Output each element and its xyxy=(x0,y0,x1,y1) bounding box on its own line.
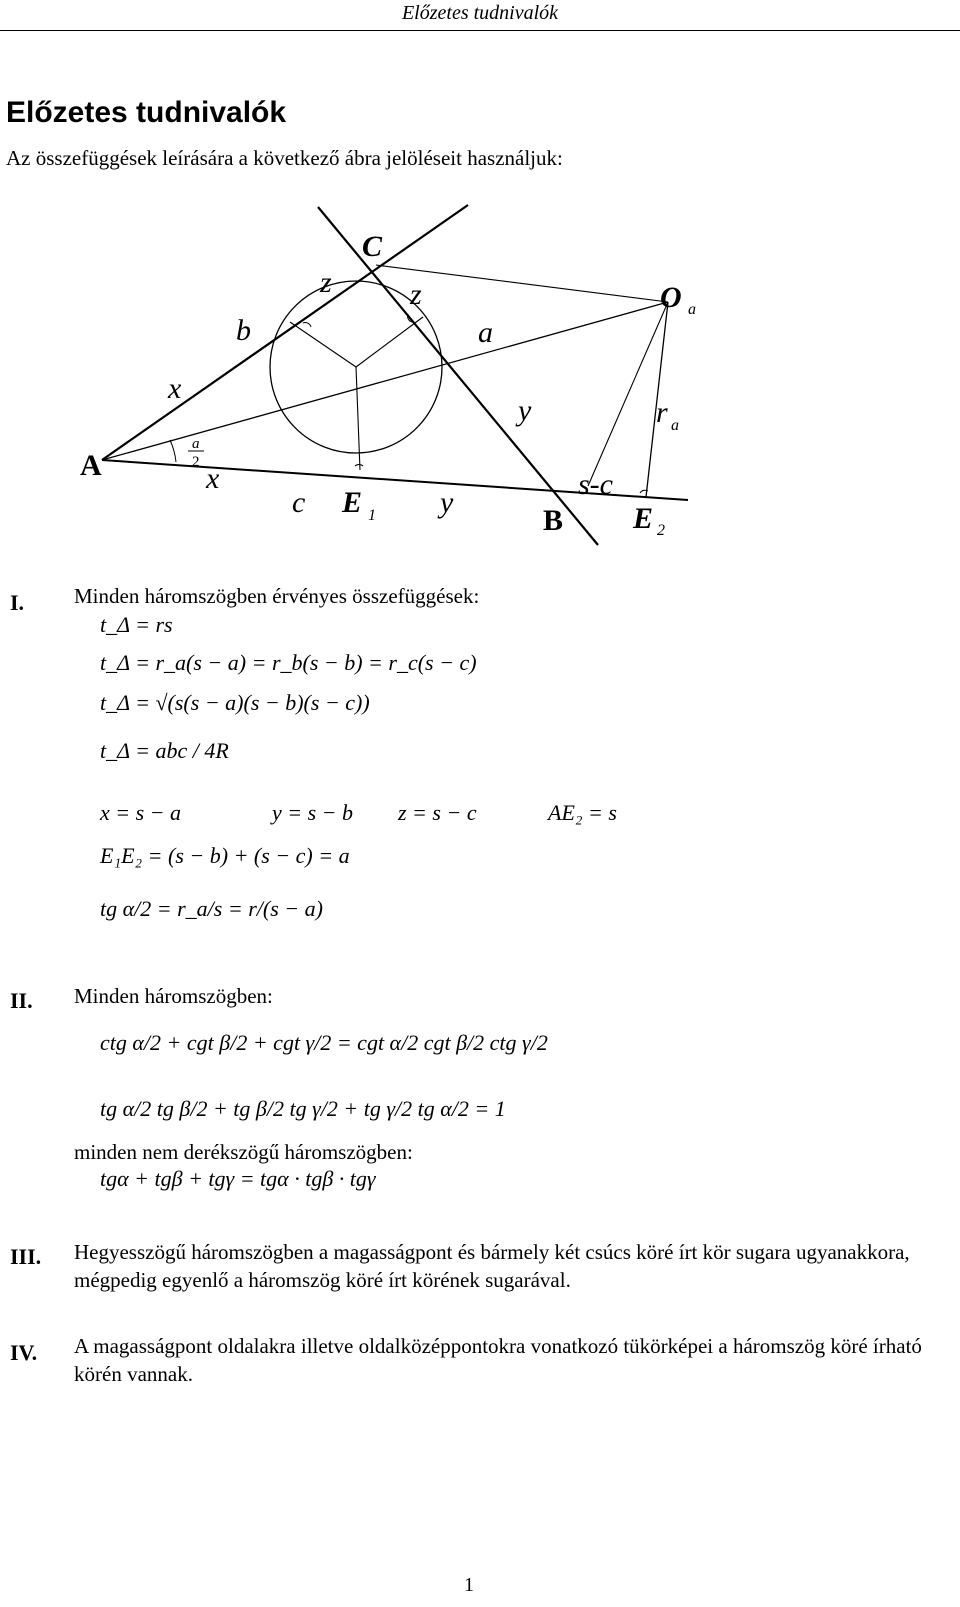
label-ra-sub: a xyxy=(671,417,679,434)
section-II-subtext: minden nem derékszögű háromszögben: xyxy=(74,1140,413,1164)
running-header: Előzetes tudnivalók xyxy=(0,0,960,31)
label-C: C xyxy=(362,230,383,263)
label-y1: y xyxy=(518,394,532,427)
formula-I-3: t_Δ = √(s(s − a)(s − b)(s − c)) xyxy=(100,690,370,715)
label-x2: x xyxy=(206,462,220,495)
label-half-alpha-num: a xyxy=(192,436,200,452)
formula-I-5: x = s − a xyxy=(100,800,182,825)
triangle-figure xyxy=(0,0,960,600)
line-AC xyxy=(102,205,468,460)
page-title: Előzetes tudnivalók xyxy=(6,96,287,129)
label-E2: E xyxy=(633,502,654,535)
label-z1: z xyxy=(320,266,332,299)
section-III-number: III. xyxy=(10,1244,42,1269)
section-I-text: Minden háromszögben érvényes összefüggések: xyxy=(74,584,480,608)
label-a: a xyxy=(478,316,493,349)
formula-I-7: z = s − c xyxy=(398,800,477,825)
line-AOa xyxy=(102,302,668,460)
section-IV-number: IV. xyxy=(10,1340,38,1365)
label-E2-sub: 2 xyxy=(657,522,665,539)
formula-I-4: t_Δ = abc / 4R xyxy=(100,738,229,763)
label-E1-sub: 1 xyxy=(368,507,376,524)
formula-II-3: tgα + tgβ + tgγ = tgα · tgβ · tgγ xyxy=(100,1166,376,1191)
label-x1: x xyxy=(168,372,182,405)
label-Oa-sub: a xyxy=(688,301,696,318)
formula-II-2: tg α/2 tg β/2 + tg β/2 tg γ/2 + tg γ/2 tg α/2 = 1 xyxy=(100,1096,506,1121)
label-s-minus-c: s-c xyxy=(578,468,613,501)
label-z2: z xyxy=(410,278,422,311)
formula-I-10: tg α/2 = r_a/s = r/(s − a) xyxy=(100,896,323,921)
formula-I-1: t_Δ = rs xyxy=(100,612,173,637)
formula-II-1: ctg α/2 + cgt β/2 + cgt γ/2 = cgt α/2 cgt β/2 ctg γ/2 xyxy=(100,1030,548,1055)
label-Oa: O xyxy=(660,281,682,314)
formula-I-8: AE₂ = s xyxy=(548,800,617,825)
label-ra: r xyxy=(656,396,668,429)
section-II-text: Minden háromszögben: xyxy=(74,984,273,1008)
section-IV-text: A magasságpont oldalakra illetve oldalközéppontokra vonatkozó tükörképei a háromszög köré írható körén vannak. xyxy=(74,1334,922,1386)
label-E1: E xyxy=(342,486,363,519)
label-B: B xyxy=(543,504,564,537)
formula-I-6: y = s − b xyxy=(272,800,354,825)
page-number: 1 xyxy=(464,1574,474,1596)
label-A: A xyxy=(80,449,102,482)
label-c: c xyxy=(292,486,306,519)
label-half-alpha-den: 2 xyxy=(192,454,200,470)
section-II-number: II. xyxy=(10,988,33,1013)
formula-I-9: E₁E₂ = (s − b) + (s − c) = a xyxy=(100,843,350,868)
label-b: b xyxy=(236,314,251,347)
label-y2: y xyxy=(440,486,454,519)
formula-I-2: t_Δ = r_a(s − a) = r_b(s − b) = r_c(s − c) xyxy=(100,650,477,675)
intro-text: Az összefüggések leírására a következő ábra jelöléseit használjuk: xyxy=(6,146,563,170)
section-III-text: Hegyesszögű háromszögben a magasságpont és bármely két csúcs köré írt kör sugara ugyanakkora, mégpedig egyenlő a háromszög köré írt körének sugarával. xyxy=(74,1240,910,1292)
section-I-number: I. xyxy=(10,590,25,615)
